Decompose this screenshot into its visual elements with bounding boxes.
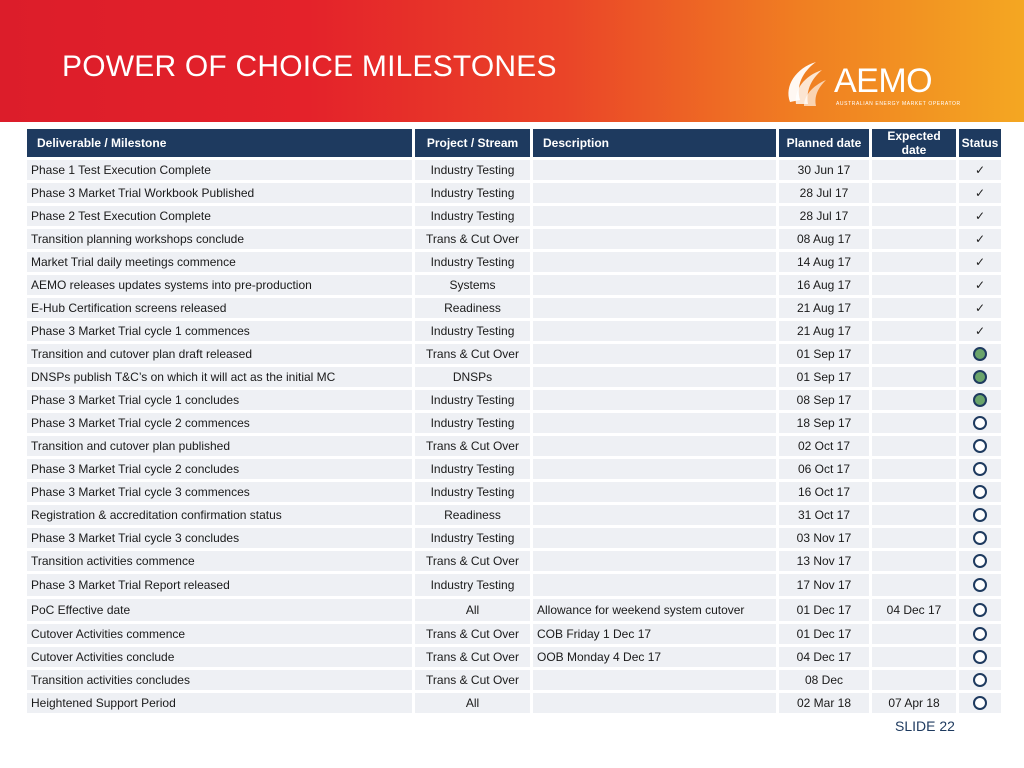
cell-project: Systems	[415, 275, 530, 295]
status-open-circle-icon	[973, 673, 987, 687]
cell-planned-date: 04 Dec 17	[779, 647, 869, 667]
cell-project: Industry Testing	[415, 206, 530, 226]
cell-description	[533, 574, 776, 596]
table-row	[27, 344, 1001, 364]
cell-project: DNSPs	[415, 367, 530, 387]
cell-deliverable: Transition and cutover plan published	[27, 436, 412, 456]
cell-project: All	[415, 693, 530, 713]
cell-expected-date	[872, 413, 956, 433]
cell-status	[959, 528, 1001, 548]
checkmark-icon: ✓	[974, 301, 986, 315]
status-open-circle-icon	[973, 531, 987, 545]
cell-description	[533, 482, 776, 502]
cell-status	[959, 321, 1001, 341]
cell-status	[959, 390, 1001, 410]
cell-deliverable: Registration & accreditation confirmation status	[27, 505, 412, 525]
cell-deliverable: Market Trial daily meetings commence	[27, 252, 412, 272]
cell-status	[959, 298, 1001, 318]
col-status: Status	[959, 129, 1001, 157]
cell-project: Industry Testing	[415, 390, 530, 410]
cell-expected-date	[872, 390, 956, 410]
cell-deliverable: Phase 3 Market Trial Report released	[27, 574, 412, 596]
cell-deliverable: PoC Effective date	[27, 599, 412, 621]
cell-expected-date: 07 Apr 18	[872, 693, 956, 713]
cell-deliverable: Phase 3 Market Trial cycle 1 concludes	[27, 390, 412, 410]
cell-expected-date	[872, 551, 956, 571]
cell-expected-date	[872, 624, 956, 644]
cell-status	[959, 160, 1001, 180]
cell-description	[533, 206, 776, 226]
cell-status	[959, 229, 1001, 249]
cell-project: Trans & Cut Over	[415, 670, 530, 690]
cell-expected-date	[872, 344, 956, 364]
cell-status	[959, 459, 1001, 479]
cell-project: Industry Testing	[415, 574, 530, 596]
status-open-circle-icon	[973, 416, 987, 430]
cell-planned-date: 17 Nov 17	[779, 574, 869, 596]
status-open-circle-icon	[973, 439, 987, 453]
cell-description	[533, 252, 776, 272]
table-row	[27, 298, 1001, 318]
cell-expected-date	[872, 574, 956, 596]
cell-deliverable: DNSPs publish T&C’s on which it will act as the initial MC	[27, 367, 412, 387]
cell-description	[533, 459, 776, 479]
status-open-circle-icon	[973, 627, 987, 641]
table-row	[27, 183, 1001, 203]
status-open-circle-icon	[973, 554, 987, 568]
cell-status	[959, 647, 1001, 667]
cell-project: Industry Testing	[415, 252, 530, 272]
cell-description	[533, 505, 776, 525]
cell-project: Trans & Cut Over	[415, 647, 530, 667]
cell-expected-date	[872, 436, 956, 456]
cell-status	[959, 252, 1001, 272]
checkmark-icon: ✓	[974, 209, 986, 223]
checkmark-icon: ✓	[974, 278, 986, 292]
cell-description	[533, 436, 776, 456]
status-open-circle-icon	[973, 650, 987, 664]
table-row	[27, 206, 1001, 226]
cell-expected-date	[872, 647, 956, 667]
cell-project: Industry Testing	[415, 482, 530, 502]
cell-project: Readiness	[415, 505, 530, 525]
cell-description: Allowance for weekend system cutover	[533, 599, 776, 621]
cell-deliverable: Phase 1 Test Execution Complete	[27, 160, 412, 180]
cell-expected-date	[872, 482, 956, 502]
logo-wordmark: AEMO	[834, 62, 933, 100]
table-row	[27, 459, 1001, 479]
table-row	[27, 390, 1001, 410]
cell-project: Industry Testing	[415, 413, 530, 433]
cell-project: Industry Testing	[415, 160, 530, 180]
col-project: Project / Stream	[415, 129, 530, 157]
cell-expected-date	[872, 367, 956, 387]
checkmark-icon: ✓	[974, 324, 986, 338]
cell-deliverable: Cutover Activities commence	[27, 624, 412, 644]
cell-planned-date: 28 Jul 17	[779, 206, 869, 226]
cell-project: Trans & Cut Over	[415, 344, 530, 364]
table-row	[27, 436, 1001, 456]
table-row	[27, 599, 1001, 621]
cell-planned-date: 13 Nov 17	[779, 551, 869, 571]
cell-status	[959, 670, 1001, 690]
table-row	[27, 482, 1001, 502]
cell-status	[959, 482, 1001, 502]
cell-deliverable: Phase 3 Market Trial cycle 3 concludes	[27, 528, 412, 548]
status-open-circle-icon	[973, 462, 987, 476]
checkmark-icon: ✓	[974, 232, 986, 246]
cell-planned-date: 28 Jul 17	[779, 183, 869, 203]
cell-planned-date: 08 Sep 17	[779, 390, 869, 410]
cell-planned-date: 16 Aug 17	[779, 275, 869, 295]
cell-deliverable: Phase 3 Market Trial cycle 2 concludes	[27, 459, 412, 479]
cell-status	[959, 574, 1001, 596]
status-filled-circle-icon	[973, 393, 987, 407]
cell-description	[533, 367, 776, 387]
cell-project: Readiness	[415, 298, 530, 318]
cell-status	[959, 624, 1001, 644]
cell-description	[533, 551, 776, 571]
cell-description	[533, 160, 776, 180]
checkmark-icon: ✓	[974, 186, 986, 200]
cell-planned-date: 06 Oct 17	[779, 459, 869, 479]
cell-deliverable: Transition planning workshops conclude	[27, 229, 412, 249]
cell-status	[959, 551, 1001, 571]
cell-planned-date: 01 Sep 17	[779, 367, 869, 387]
cell-deliverable: Phase 3 Market Trial cycle 3 commences	[27, 482, 412, 502]
status-open-circle-icon	[973, 603, 987, 617]
table-row	[27, 413, 1001, 433]
table-row	[27, 275, 1001, 295]
cell-expected-date	[872, 321, 956, 341]
cell-planned-date: 21 Aug 17	[779, 321, 869, 341]
cell-status	[959, 413, 1001, 433]
status-open-circle-icon	[973, 696, 987, 710]
milestones-table	[24, 126, 1004, 716]
table-row	[27, 647, 1001, 667]
cell-project: All	[415, 599, 530, 621]
cell-expected-date	[872, 229, 956, 249]
cell-status	[959, 344, 1001, 364]
cell-status	[959, 183, 1001, 203]
table-row	[27, 229, 1001, 249]
cell-expected-date	[872, 505, 956, 525]
aemo-logo	[782, 56, 961, 110]
cell-deliverable: Transition and cutover plan draft released	[27, 344, 412, 364]
cell-project: Trans & Cut Over	[415, 436, 530, 456]
aemo-flame-icon	[782, 56, 832, 110]
cell-planned-date: 21 Aug 17	[779, 298, 869, 318]
status-filled-circle-icon	[973, 347, 987, 361]
cell-status	[959, 275, 1001, 295]
cell-planned-date: 01 Sep 17	[779, 344, 869, 364]
cell-planned-date: 16 Oct 17	[779, 482, 869, 502]
cell-deliverable: AEMO releases updates systems into pre-production	[27, 275, 412, 295]
cell-deliverable: Phase 3 Market Trial Workbook Published	[27, 183, 412, 203]
cell-status	[959, 505, 1001, 525]
cell-expected-date	[872, 206, 956, 226]
cell-description	[533, 693, 776, 713]
cell-deliverable: Phase 3 Market Trial cycle 2 commences	[27, 413, 412, 433]
cell-expected-date: 04 Dec 17	[872, 599, 956, 621]
cell-expected-date	[872, 459, 956, 479]
cell-deliverable: Transition activities concludes	[27, 670, 412, 690]
table-row	[27, 670, 1001, 690]
cell-project: Industry Testing	[415, 459, 530, 479]
cell-expected-date	[872, 298, 956, 318]
table-row	[27, 528, 1001, 548]
cell-status	[959, 693, 1001, 713]
cell-description	[533, 528, 776, 548]
cell-description: COB Friday 1 Dec 17	[533, 624, 776, 644]
table-row	[27, 574, 1001, 596]
col-expected-date: Expected date	[872, 129, 956, 157]
status-open-circle-icon	[973, 578, 987, 592]
cell-expected-date	[872, 275, 956, 295]
col-description: Description	[533, 129, 776, 157]
table-header-row	[27, 129, 1001, 157]
cell-description	[533, 321, 776, 341]
slide-number: SLIDE 22	[895, 718, 955, 734]
cell-project: Industry Testing	[415, 321, 530, 341]
table-row	[27, 505, 1001, 525]
col-planned-date: Planned date	[779, 129, 869, 157]
table-row	[27, 160, 1001, 180]
cell-project: Industry Testing	[415, 528, 530, 548]
status-open-circle-icon	[973, 485, 987, 499]
table-row	[27, 321, 1001, 341]
cell-planned-date: 03 Nov 17	[779, 528, 869, 548]
cell-project: Trans & Cut Over	[415, 624, 530, 644]
logo-tagline: AUSTRALIAN ENERGY MARKET OPERATOR	[836, 101, 961, 107]
table-row	[27, 367, 1001, 387]
cell-planned-date: 14 Aug 17	[779, 252, 869, 272]
cell-expected-date	[872, 670, 956, 690]
cell-project: Trans & Cut Over	[415, 229, 530, 249]
cell-description	[533, 183, 776, 203]
table-row	[27, 624, 1001, 644]
cell-deliverable: Phase 3 Market Trial cycle 1 commences	[27, 321, 412, 341]
cell-planned-date: 31 Oct 17	[779, 505, 869, 525]
table-row	[27, 551, 1001, 571]
cell-planned-date: 02 Mar 18	[779, 693, 869, 713]
cell-planned-date: 08 Aug 17	[779, 229, 869, 249]
cell-description: OOB Monday 4 Dec 17	[533, 647, 776, 667]
cell-status	[959, 367, 1001, 387]
cell-planned-date: 08 Dec	[779, 670, 869, 690]
col-deliverable: Deliverable / Milestone	[27, 129, 412, 157]
cell-deliverable: E-Hub Certification screens released	[27, 298, 412, 318]
cell-project: Industry Testing	[415, 183, 530, 203]
cell-expected-date	[872, 183, 956, 203]
cell-planned-date: 18 Sep 17	[779, 413, 869, 433]
cell-planned-date: 01 Dec 17	[779, 624, 869, 644]
cell-description	[533, 229, 776, 249]
status-open-circle-icon	[973, 508, 987, 522]
cell-description	[533, 413, 776, 433]
cell-description	[533, 298, 776, 318]
table-row	[27, 252, 1001, 272]
cell-description	[533, 390, 776, 410]
cell-project: Trans & Cut Over	[415, 551, 530, 571]
page-title: POWER OF CHOICE MILESTONES	[62, 50, 557, 83]
checkmark-icon: ✓	[974, 255, 986, 269]
cell-deliverable: Cutover Activities conclude	[27, 647, 412, 667]
cell-description	[533, 670, 776, 690]
cell-deliverable: Transition activities commence	[27, 551, 412, 571]
cell-status	[959, 206, 1001, 226]
cell-status	[959, 436, 1001, 456]
cell-description	[533, 344, 776, 364]
cell-deliverable: Heightened Support Period	[27, 693, 412, 713]
cell-planned-date: 30 Jun 17	[779, 160, 869, 180]
cell-deliverable: Phase 2 Test Execution Complete	[27, 206, 412, 226]
status-filled-circle-icon	[973, 370, 987, 384]
checkmark-icon: ✓	[974, 163, 986, 177]
cell-planned-date: 01 Dec 17	[779, 599, 869, 621]
table-row	[27, 693, 1001, 713]
cell-status	[959, 599, 1001, 621]
cell-expected-date	[872, 252, 956, 272]
cell-expected-date	[872, 528, 956, 548]
cell-expected-date	[872, 160, 956, 180]
cell-description	[533, 275, 776, 295]
cell-planned-date: 02 Oct 17	[779, 436, 869, 456]
